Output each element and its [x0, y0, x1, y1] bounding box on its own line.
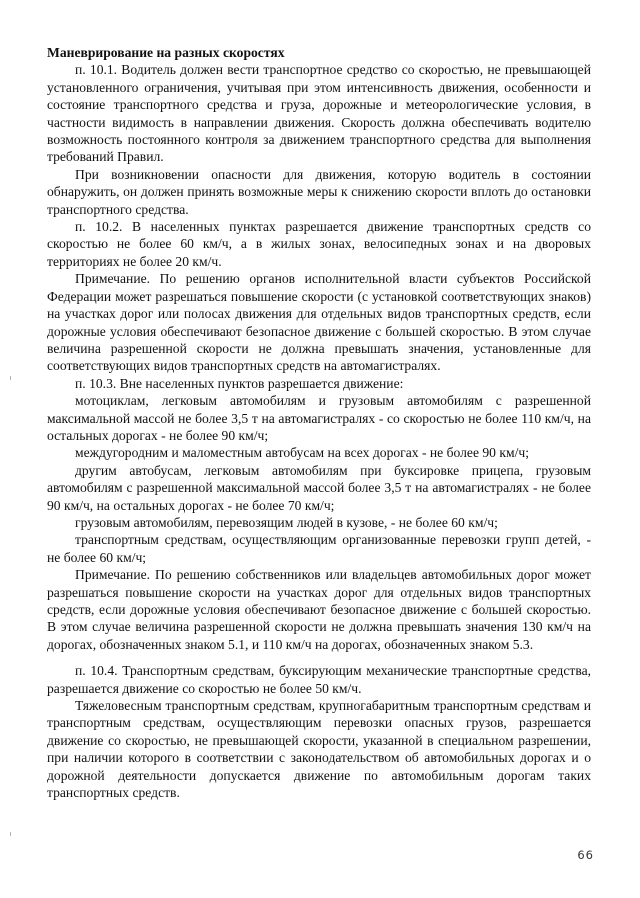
margin-mark	[10, 376, 11, 380]
margin-mark	[10, 832, 11, 836]
list-item-motorcycles: мотоциклам, легковым автомобилям и грузовым автомобилям с разрешенной максимальной массой не более 3,5 т на автомагистралях - со скоростью не более 110 км/ч, на остальных дорогах - не более 90 км/ч;	[47, 393, 591, 443]
list-item-intercity-buses: междугородним и маломестным автобусам на всех дорогах - не более 90 км/ч;	[75, 445, 529, 461]
paragraph-10-3: п. 10.3. Вне населенных пунктов разрешается движение:	[75, 375, 404, 391]
section-heading: Маневрирование на разных скоростях	[47, 45, 285, 60]
paragraph-heavy-vehicles: Тяжеловесным транспортным средствам, крупногабаритным транспортным средствам и транспортным средствам, осуществляющим перевозки опасных грузов, разрешается движение со скоростью, не превышающей скорости, указанной в специальном разрешении, при наличии которого в соответствии с законодательством об автомобильных дорогах и о дорожной деятельности допускается движение по автомобильным дорогам таких транспортных средств.	[47, 698, 591, 801]
paragraph-danger: При возникновении опасности для движения, которую водитель в состоянии обнаружить, он должен принять возможные меры к снижению скорости вплоть до остановки транспортного средства.	[47, 166, 591, 217]
list-item-other-buses: другим автобусам, легковым автомобилям при буксировке прицепа, грузовым автомобилям с разрешенной максимальной массой более 3,5 т на автомагистралях - не более 90 км/ч, на остальных дорогах - не более 70 км/ч;	[47, 462, 591, 513]
page-number: 66	[577, 848, 594, 862]
document-page	[47, 44, 591, 801]
list-item-children-transport: транспортным средствам, осуществляющим организованные перевозки групп детей, - не более 60 км/ч;	[47, 532, 591, 565]
paragraph-10-4: п. 10.4. Транспортным средствам, буксирующим механические транспортные средства, разрешается движение со скоростью не более 50 км/ч.	[47, 663, 591, 696]
list-item-trucks-people: грузовым автомобилям, перевозящим людей в кузове, - не более 60 км/ч;	[75, 514, 498, 530]
paragraph-note-2: Примечание. По решению собственников или владельцев автомобильных дорог может разрешаться повышение скорости на участках дорог для отдельных видов транспортных средств, если дорожные условия обеспечивают безопасное движение с большей скоростью. В этом случае величина разрешенной скорости не должна превышать значения 130 км/ч на дорогах, обозначенных знаком 5.1, и 110 км/ч на дорогах, обозначенных знаком 5.3.	[47, 567, 591, 652]
paragraph-note-1: Примечание. По решению органов исполнительной власти субъектов Российской Федерации может разрешаться повышение скорости (с установкой соответствующих знаков) на участках дорог или полосах движения для отдельных видов транспортных средств, если дорожные условия обеспечивают безопасное движение с большей скоростью. В этом случае величина разрешенной скорости не должна превышать значения, установленные для соответствующих видов транспортных средств на автомагистралях.	[47, 271, 591, 374]
paragraph-10-2: п. 10.2. В населенных пунктах разрешается движение транспортных средств со скоростью не более 60 км/ч, а в жилых зонах, велосипедных зонах и на дворовых территориях не более 20 км/ч.	[47, 219, 591, 269]
paragraph-10-1: п. 10.1. Водитель должен вести транспортное средство со скоростью, не превышающей установленного ограничения, учитывая при этом интенсивность движения, особенности и состояние транспортного средства и груза, дорожные и метеорологические условия, в частности видимость в направлении движения. Скорость должна обеспечивать водителю возможность постоянного контроля за движением транспортного средства для выполнения требований Правил.	[47, 62, 591, 165]
